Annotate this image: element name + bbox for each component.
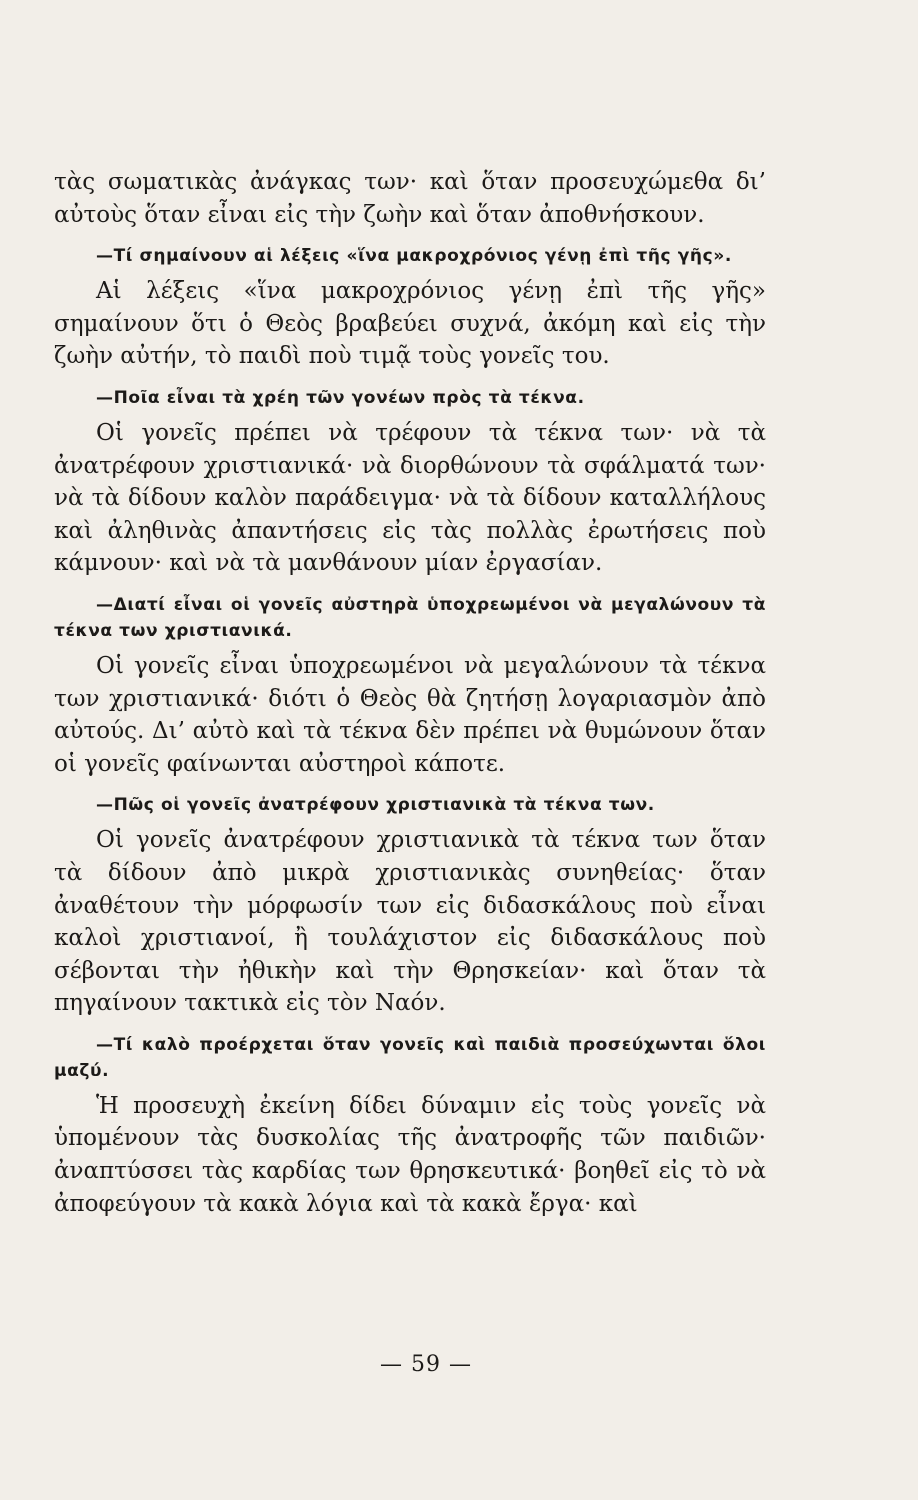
question-heading-family-prayer: —Τί καλὸ προέρχεται ὅταν γονεῖς καὶ παιδιὰ προσεύχωνται ὅλοι μαζύ. bbox=[54, 1034, 766, 1081]
answer-paragraph-family-prayer: Ἡ προσευχὴ ἐκείνη δίδει δύναμιν εἰς τοὺς γονεῖς νὰ ὑπομένουν τὰς δυσκολίας τῆς ἀνατροφῆς τῶν παιδιῶν· ἀναπτύσσει τὰς καρδίας των θρησκευτικά· βοηθεῖ εἰς τὸ νὰ ἀποφεύγουν τὰ κακὰ λόγια καὶ τὰ κακὰ ἔργα· καὶ bbox=[54, 1092, 766, 1217]
answer-paragraph-how-to-raise: Οἱ γονεῖς ἀνατρέφουν χριστιανικὰ τὰ τέκνα των ὅταν τὰ δίδουν ἀπὸ μικρὰ χριστιανικὰς συνηθείας· ὅταν ἀναθέτουν τὴν μόρφωσίν των εἰς διδασκάλους ποὺ εἶναι καλοὶ χριστιανοί, ἢ τουλάχιστον εἰς διδασκάλους ποὺ σέβονται τὴν ἠθικὴν καὶ τὴν Θρησκείαν· καὶ ὅταν τὰ πηγαίνουν τακτικὰ εἰς τὸν Ναόν. bbox=[54, 827, 766, 1017]
answer-paragraph-long-life: Αἱ λέξεις «ἵνα μακροχρόνιος γένῃ ἐπὶ τῆς γῆς» σημαίνουν ὅτι ὁ Θεὸς βραβεύει συχνά, ἀκόμη καὶ εἰς τὴν ζωὴν αὐτήν, τὸ παιδὶ ποὺ τιμᾷ τοὺς γονεῖς του. bbox=[54, 278, 766, 370]
answer-paragraph-christian-upbringing-obligation: Οἱ γονεῖς εἶναι ὑποχρεωμένοι νὰ μεγαλώνουν τὰ τέκνα των χριστιανικά· διότι ὁ Θεὸς θὰ ζητήσῃ λογαριασμὸν ἀπὸ αὐτούς. Δι’ αὐτὸ καὶ τὰ τέκνα δὲν πρέπει νὰ θυμώνουν ὅταν οἱ γονεῖς φαίνωνται αὐστηροὶ κάποτε. bbox=[54, 652, 766, 777]
question-heading-long-life: —Τί σημαίνουν αἱ λέξεις «ἵνα μακροχρόνιος γένῃ ἐπὶ τῆς γῆς». bbox=[96, 246, 732, 267]
paragraph-continuation: τὰς σωματικὰς ἀνάγκας των· καὶ ὅταν προσευχώμεθα δι’ αὐτοὺς ὅταν εἶναι εἰς τὴν ζωὴν καὶ ὅταν ἀποθνήσκουν. bbox=[54, 169, 766, 228]
page-number: — 59 — bbox=[380, 1352, 472, 1377]
question-heading-parent-duties: —Ποῖα εἶναι τὰ χρέη τῶν γονέων πρὸς τὰ τέκνα. bbox=[96, 387, 585, 408]
question-heading-christian-upbringing-obligation: —Διατί εἶναι οἱ γονεῖς αὐστηρὰ ὑποχρεωμένοι νὰ μεγαλώνουν τὰ τέκνα των χριστιανικά. bbox=[54, 594, 766, 641]
answer-paragraph-parent-duties: Οἱ γονεῖς πρέπει νὰ τρέφουν τὰ τέκνα των· νὰ τὰ ἀνατρέφουν χριστιανικά· νὰ διορθώνουν τὰ σφάλματά των· νὰ τὰ δίδουν καλὸν παράδειγμα· νὰ τὰ δίδουν καταλλήλους καὶ ἀληθινὰς ἀπαντήσεις εἰς τὰς πολλὰς ἐρωτήσεις ποὺ κάμνουν· καὶ νὰ τὰ μανθάνουν μίαν ἐργασίαν. bbox=[54, 419, 766, 577]
page-text bbox=[54, 166, 766, 1220]
question-heading-how-to-raise: —Πῶς οἱ γονεῖς ἀνατρέφουν χριστιανικὰ τὰ τέκνα των. bbox=[96, 795, 655, 816]
